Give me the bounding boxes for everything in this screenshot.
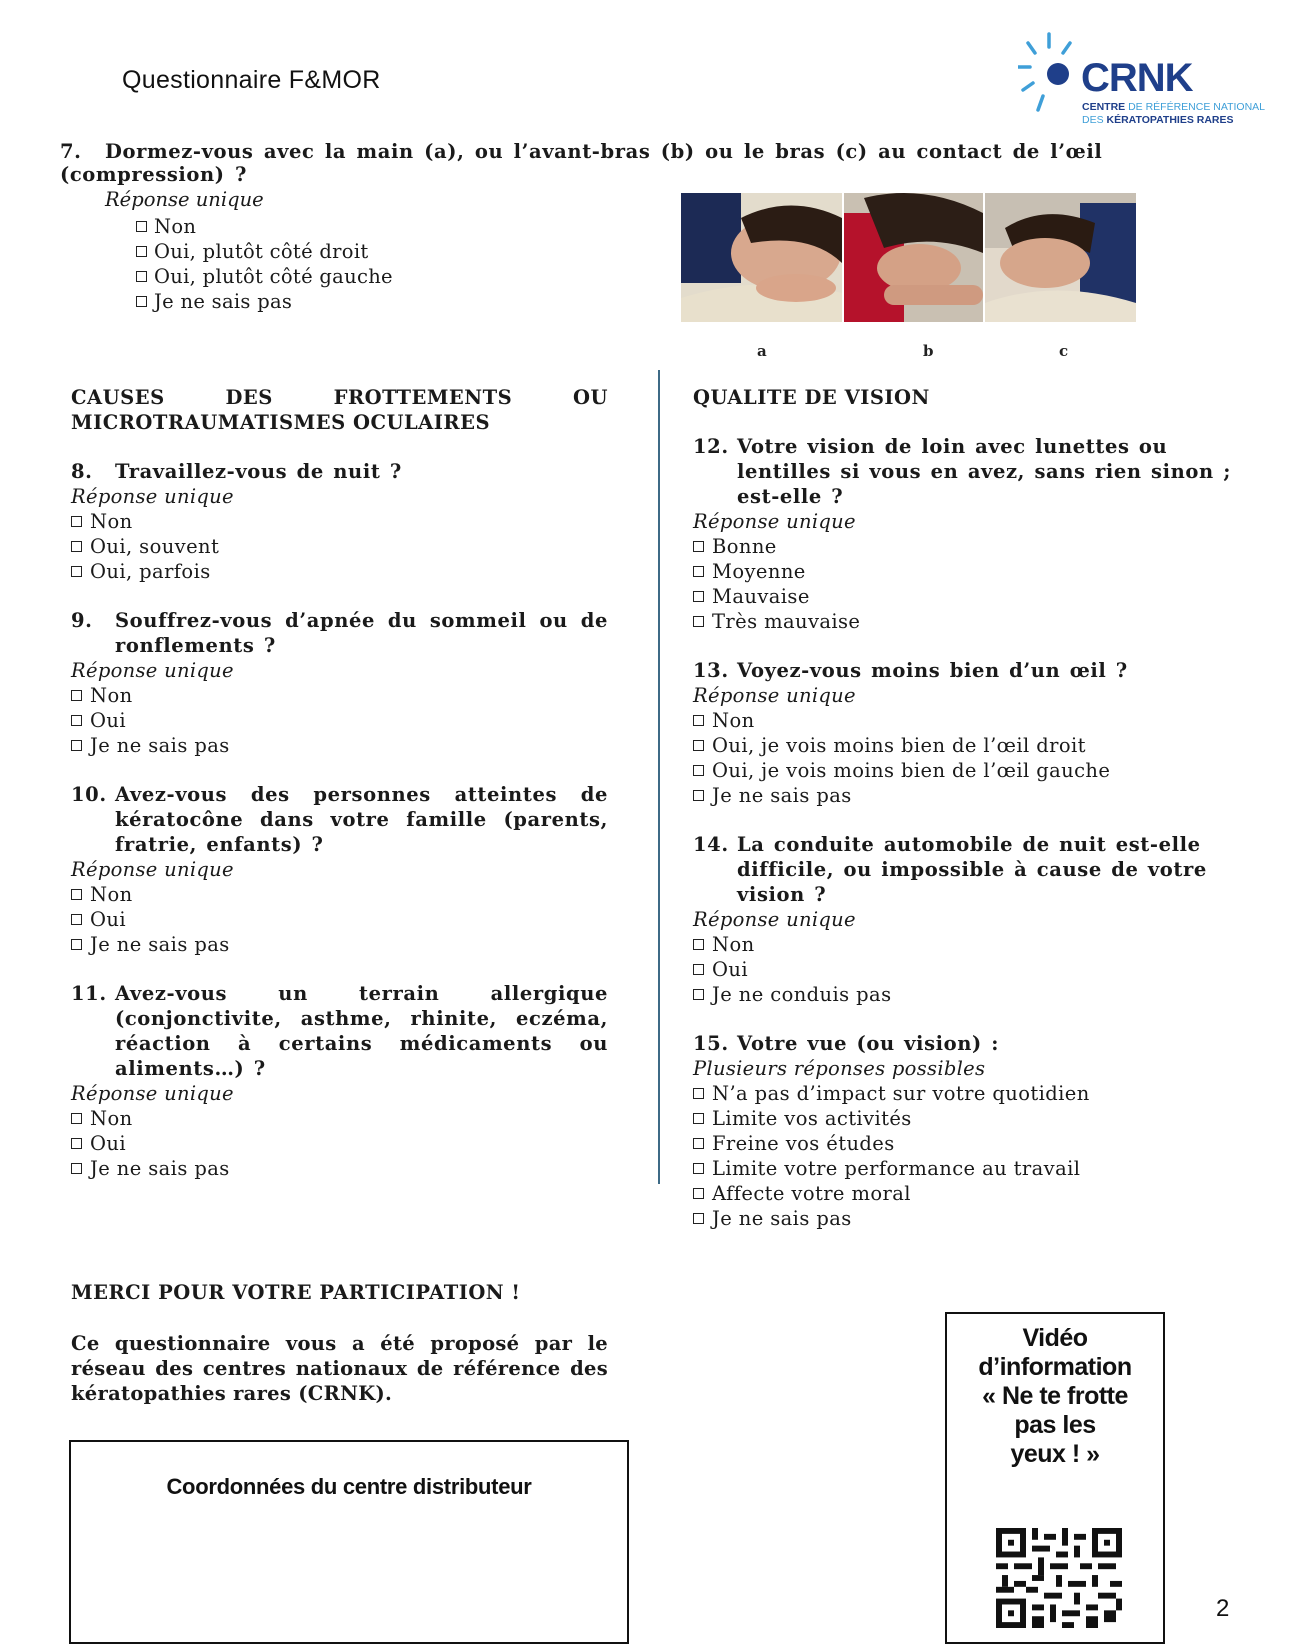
checkbox-icon[interactable]: [693, 790, 704, 801]
option-checkbox[interactable]: Oui: [71, 708, 608, 733]
option-checkbox[interactable]: Oui, souvent: [71, 534, 608, 559]
question-type: Réponse unique: [693, 510, 856, 533]
checkbox-icon[interactable]: [693, 1138, 704, 1149]
option-checkbox[interactable]: Limite votre performance au travail: [693, 1156, 1253, 1181]
question-title: 8. Travaillez-vous de nuit ?: [71, 460, 402, 483]
question-12: [693, 434, 1253, 634]
question-title: 10. Avez-vous des personnes atteintes de kératocône dans votre famille (parents, fratrie, enfants) ?: [71, 783, 608, 856]
checkbox-icon[interactable]: [71, 1113, 82, 1124]
option-checkbox[interactable]: Oui: [693, 957, 1253, 982]
checkbox-icon[interactable]: [693, 1213, 704, 1224]
question-title: 15. Votre vue (ou vision) :: [693, 1032, 1000, 1055]
question-15: [693, 1031, 1253, 1231]
question-type: Réponse unique: [71, 485, 234, 508]
document-title: Questionnaire F&MOR: [122, 66, 381, 94]
question-type: Réponse unique: [71, 659, 234, 682]
option-checkbox[interactable]: Je ne sais pas: [136, 289, 1240, 314]
question-title: 11. Avez-vous un terrain allergique (conjonctivite, asthme, rhinite, eczéma, réaction à certains médicaments ou aliments…) ?: [71, 982, 608, 1080]
option-checkbox[interactable]: Mauvaise: [693, 584, 1253, 609]
photo-arm: [985, 193, 1136, 322]
distributor-title: Coordonnées du centre distributeur: [166, 1474, 532, 1499]
option-checkbox[interactable]: Je ne sais pas: [693, 1206, 1253, 1231]
question-title: 12. Votre vision de loin avec lunettes ou lentilles si vous en avez, sans rien sinon ; est-elle ?: [693, 435, 1231, 508]
section-title-vision: QUALITE DE VISION: [693, 386, 930, 409]
option-checkbox[interactable]: Oui, je vois moins bien de l’œil gauche: [693, 758, 1253, 783]
option-checkbox[interactable]: Je ne conduis pas: [693, 982, 1253, 1007]
option-checkbox[interactable]: Bonne: [693, 534, 1253, 559]
question-type: Réponse unique: [693, 684, 856, 707]
video-info-text: Vidéo d’information « Ne te frotte pas les yeux ! »: [978, 1324, 1132, 1468]
checkbox-icon[interactable]: [71, 1163, 82, 1174]
photo-hand: [681, 193, 842, 322]
question-11: [71, 981, 608, 1181]
question-8: [71, 459, 608, 584]
option-checkbox[interactable]: Oui: [71, 907, 608, 932]
question-type: Plusieurs réponses possibles: [693, 1057, 986, 1080]
option-checkbox[interactable]: Non: [136, 214, 1240, 239]
option-checkbox[interactable]: Oui, je vois moins bien de l’œil droit: [693, 733, 1253, 758]
checkbox-icon[interactable]: [136, 246, 147, 257]
question-14: [693, 832, 1253, 1007]
checkbox-icon[interactable]: [136, 271, 147, 282]
question-type: Réponse unique: [71, 858, 234, 881]
photo-forearm: [844, 193, 983, 322]
option-checkbox[interactable]: Moyenne: [693, 559, 1253, 584]
option-checkbox[interactable]: Je ne sais pas: [71, 733, 608, 758]
checkbox-icon[interactable]: [71, 715, 82, 726]
option-checkbox[interactable]: Je ne sais pas: [693, 783, 1253, 808]
photo-label-b: b: [923, 342, 934, 360]
option-checkbox[interactable]: Très mauvaise: [693, 609, 1253, 634]
option-checkbox[interactable]: Non: [71, 509, 608, 534]
logo-subtitle-2: DES KÉRATOPATHIES RARES: [1082, 114, 1234, 126]
checkbox-icon[interactable]: [693, 541, 704, 552]
checkbox-icon[interactable]: [71, 566, 82, 577]
checkbox-icon[interactable]: [693, 1088, 704, 1099]
checkbox-icon[interactable]: [71, 516, 82, 527]
question-10: [71, 782, 608, 957]
option-checkbox[interactable]: Non: [71, 882, 608, 907]
checkbox-icon[interactable]: [693, 765, 704, 776]
option-checkbox[interactable]: Freine vos études: [693, 1131, 1253, 1156]
left-column: [71, 385, 608, 1181]
question-9: [71, 608, 608, 758]
logo-subtitle-1: CENTRE DE RÉFÉRENCE NATIONAL: [1082, 101, 1266, 113]
section-title-causes: CAUSES DES FROTTEMENTS OU MICROTRAUMATISMES OCULAIRES: [71, 386, 608, 434]
question-7-title: 7. Dormez-vous avec la main (a), ou l’avant-bras (b) ou le bras (c) au contact de l’œil (compression) ?: [60, 140, 1103, 186]
checkbox-icon[interactable]: [71, 889, 82, 900]
checkbox-icon[interactable]: [71, 939, 82, 950]
option-checkbox[interactable]: Je ne sais pas: [71, 1156, 608, 1181]
checkbox-icon[interactable]: [693, 566, 704, 577]
checkbox-icon[interactable]: [693, 616, 704, 627]
checkbox-icon[interactable]: [693, 715, 704, 726]
checkbox-icon[interactable]: [136, 221, 147, 232]
column-divider: [658, 370, 660, 1184]
question-title: 14. La conduite automobile de nuit est-elle difficile, ou impossible à cause de votre vision ?: [693, 833, 1207, 906]
question-title: 9. Souffrez-vous d’apnée du sommeil ou de ronflements ?: [71, 609, 608, 657]
option-checkbox[interactable]: Oui, parfois: [71, 559, 608, 584]
question-type: Réponse unique: [71, 1082, 234, 1105]
right-column: [693, 385, 1253, 1231]
checkbox-icon[interactable]: [693, 740, 704, 751]
crnk-logo: [1018, 30, 1266, 130]
option-checkbox[interactable]: Affecte votre moral: [693, 1181, 1253, 1206]
checkbox-icon[interactable]: [71, 690, 82, 701]
checkbox-icon[interactable]: [136, 296, 147, 307]
logo-letters: CRNK: [1081, 56, 1193, 100]
checkbox-icon[interactable]: [71, 541, 82, 552]
checkbox-icon[interactable]: [693, 989, 704, 1000]
option-checkbox[interactable]: Oui, plutôt côté gauche: [136, 264, 1240, 289]
checkbox-icon[interactable]: [693, 1163, 704, 1174]
qr-code-icon[interactable]: [996, 1528, 1122, 1628]
photo-label-a: a: [757, 342, 767, 360]
question-13: [693, 658, 1253, 808]
checkbox-icon[interactable]: [71, 740, 82, 751]
checkbox-icon[interactable]: [71, 1138, 82, 1149]
distributor-box: [69, 1440, 629, 1644]
checkbox-icon[interactable]: [693, 1188, 704, 1199]
option-checkbox[interactable]: Limite vos activités: [693, 1106, 1253, 1131]
sleep-position-photos: [681, 193, 1136, 322]
option-checkbox[interactable]: Non: [71, 683, 608, 708]
thanks-heading: MERCI POUR VOTRE PARTICIPATION !: [71, 1281, 521, 1304]
question-type: Réponse unique: [693, 908, 856, 931]
question-title: 13. Voyez-vous moins bien d’un œil ?: [693, 659, 1128, 682]
proposed-by-text: Ce questionnaire vous a été proposé par le réseau des centres nationaux de référence des kératopathies rares (CRNK).: [71, 1332, 608, 1405]
option-checkbox[interactable]: Non: [71, 1106, 608, 1131]
checkbox-icon[interactable]: [693, 591, 704, 602]
video-info-box: [945, 1312, 1165, 1644]
option-checkbox[interactable]: Non: [693, 932, 1253, 957]
option-checkbox[interactable]: N’a pas d’impact sur votre quotidien: [693, 1081, 1253, 1106]
checkbox-icon[interactable]: [71, 914, 82, 925]
photo-label-c: c: [1059, 342, 1069, 360]
option-checkbox[interactable]: Oui, plutôt côté droit: [136, 239, 1240, 264]
option-checkbox[interactable]: Je ne sais pas: [71, 932, 608, 957]
sunburst-icon: [1018, 30, 1088, 130]
checkbox-icon[interactable]: [693, 939, 704, 950]
option-checkbox[interactable]: Oui: [71, 1131, 608, 1156]
checkbox-icon[interactable]: [693, 1113, 704, 1124]
question-7-type: Réponse unique: [105, 188, 264, 211]
checkbox-icon[interactable]: [693, 964, 704, 975]
page-number: 2: [1216, 1595, 1230, 1622]
option-checkbox[interactable]: Non: [693, 708, 1253, 733]
